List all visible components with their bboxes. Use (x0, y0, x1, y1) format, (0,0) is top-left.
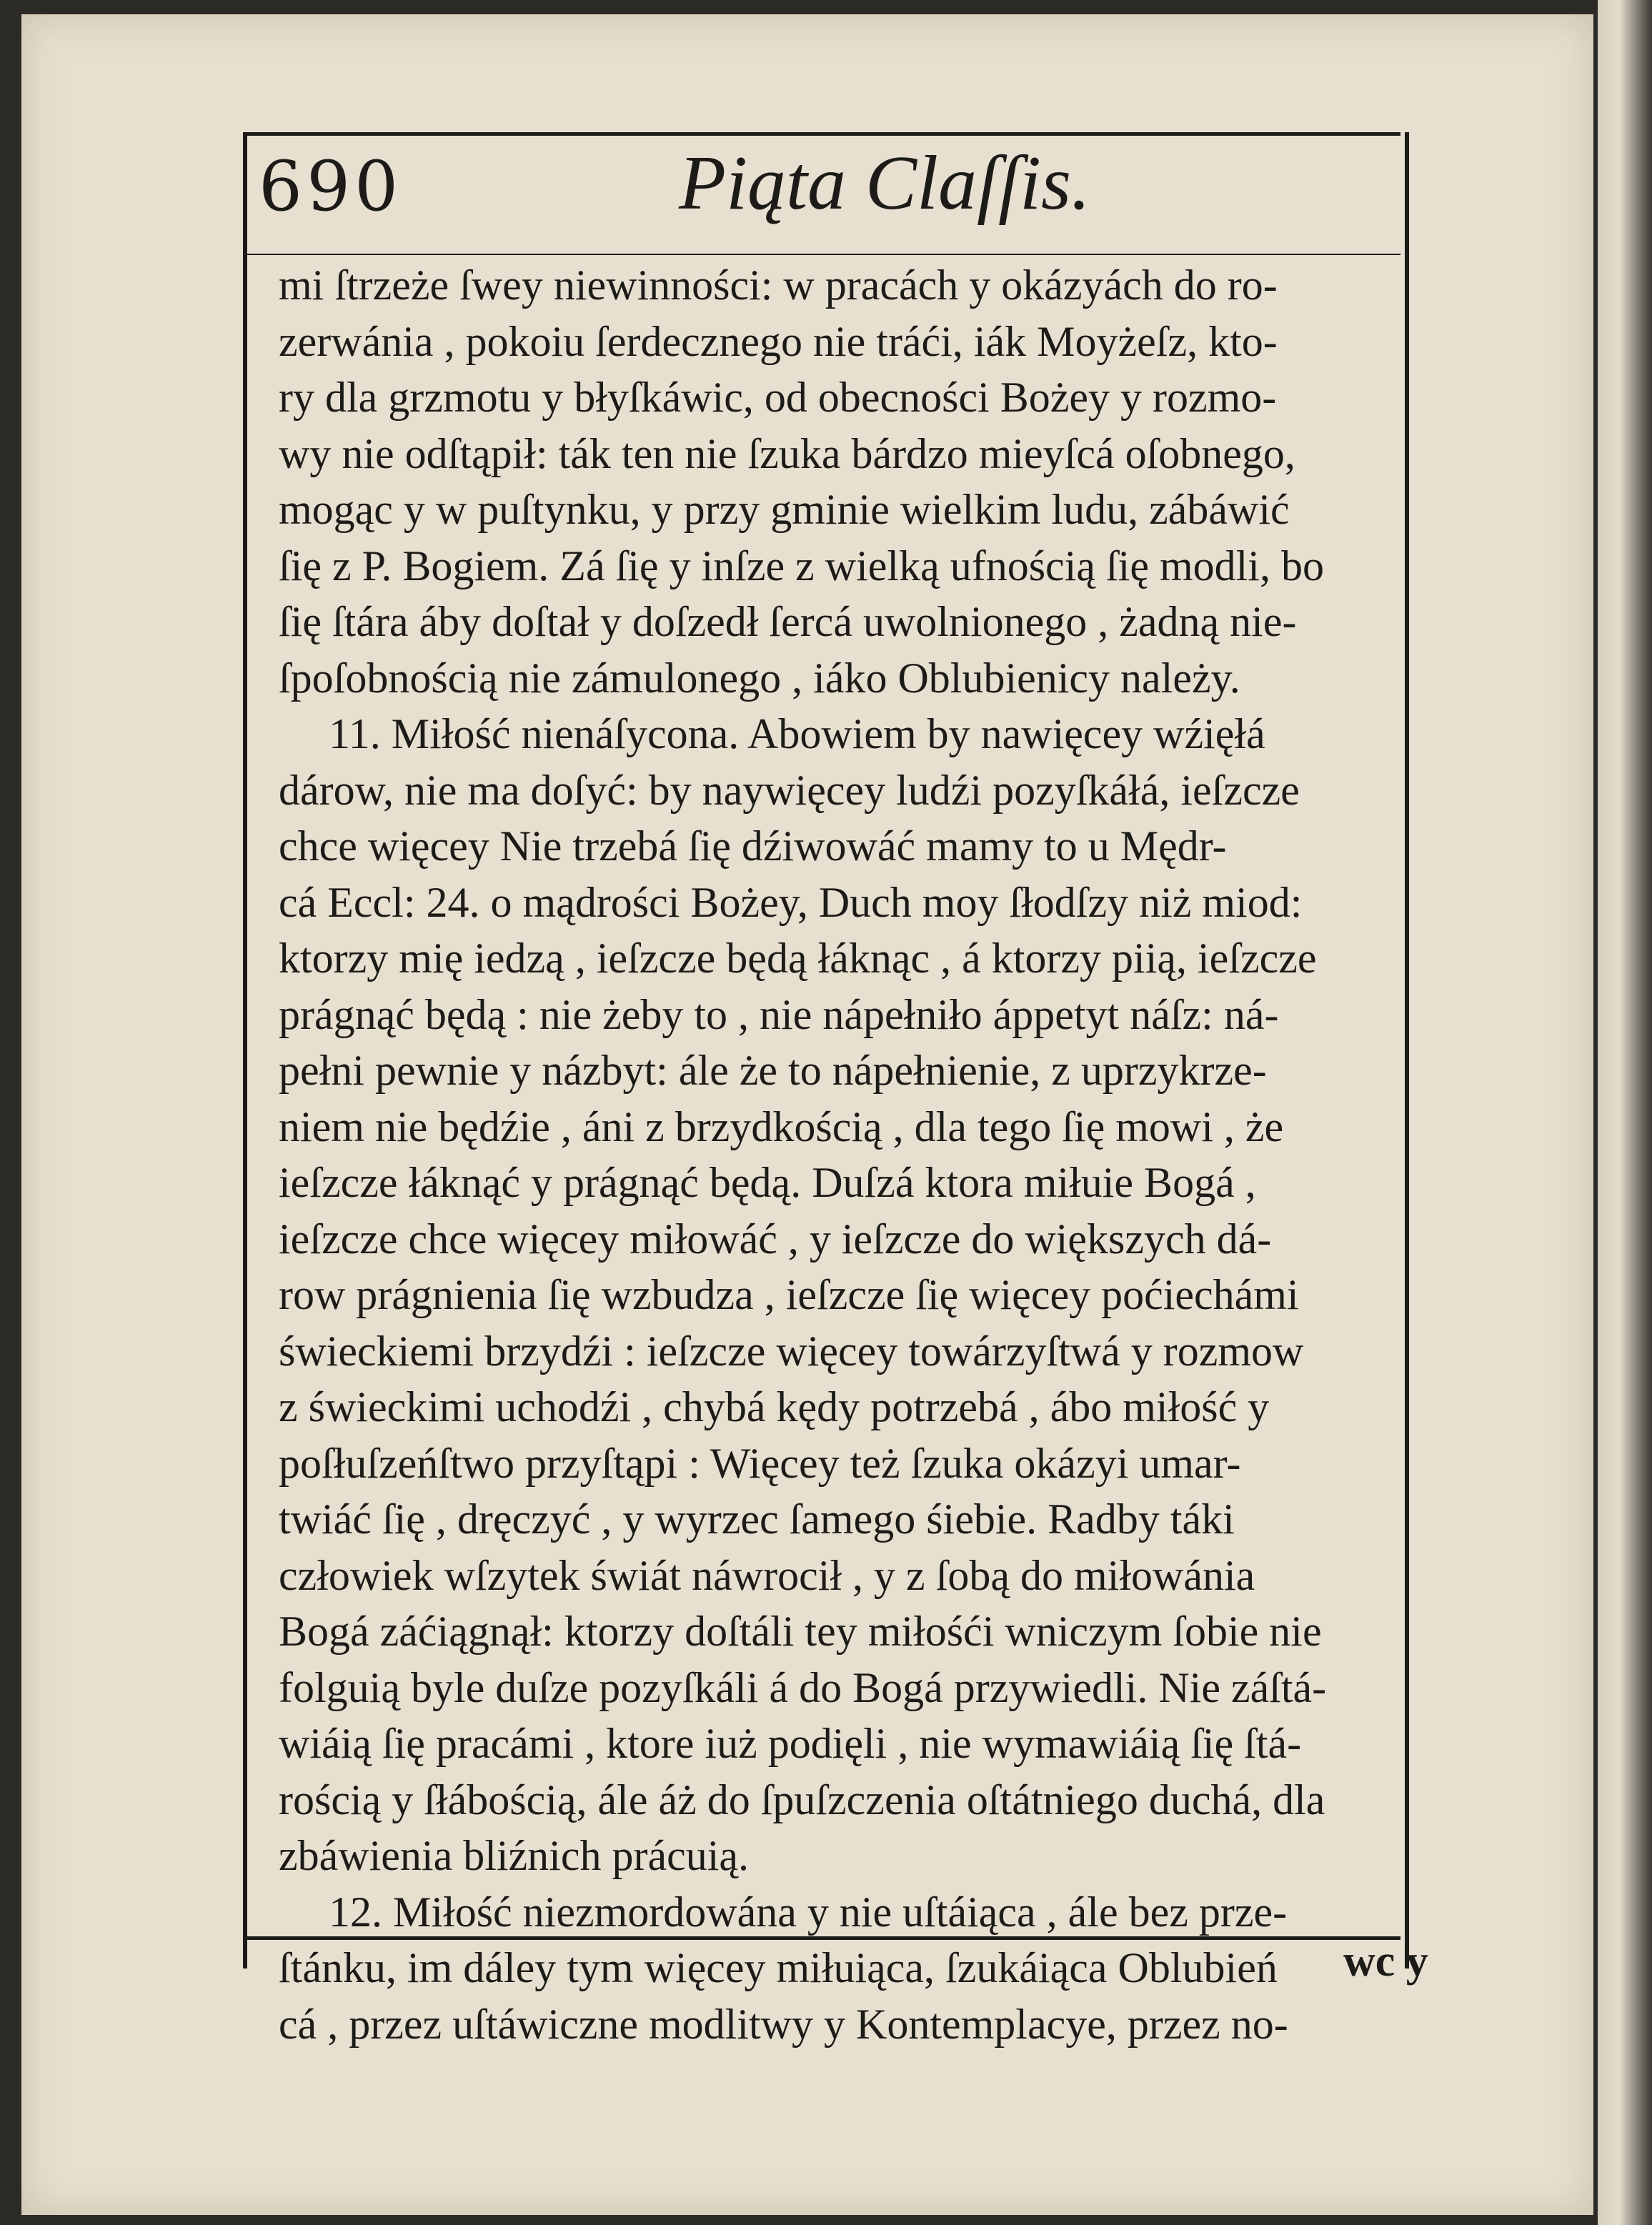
text-line: ieſzcze chce więcey miłowáć , y ieſzcze do większych dá- (279, 1215, 1272, 1263)
text-line: zbáwienia bliźnich prácuią. (279, 1832, 750, 1879)
body-text (279, 257, 1465, 2052)
text-line: wiáią ſię pracámi , ktore iuż podięli , nie wymawiáią ſię ſtá- (279, 1720, 1302, 1767)
text-line: poſłuſzeńſtwo przyſtąpi : Więcey też ſzuka okázyi umar- (279, 1439, 1241, 1487)
adjacent-page-edge (1598, 0, 1652, 2225)
text-line: prágnąć będą : nie żeby to , nie nápełniło áppetyt náſz: ná- (279, 990, 1279, 1038)
text-line: ſtánku, im dáley tym więcey miłuiąca, ſzukáiąca Oblubień (279, 1944, 1278, 1991)
text-line: ſię ſtára áby doſtał y doſzedł ſercá uwolnionego , żadną nie- (279, 598, 1297, 645)
text-line: cá , przez uſtáwiczne modlitwy y Kontemplacye, przez no- (279, 2000, 1288, 2048)
text-line: ſpoſobnością nie zámulonego , iáko Oblubienicy należy. (279, 654, 1240, 702)
text-line: niem nie będźie , áni z brzydkością , dla tego ſię mowi , że (279, 1102, 1284, 1150)
text-line: ieſzcze łáknąć y prágnąć będą. Duſzá ktora miłuie Bogá , (279, 1159, 1256, 1206)
text-line: mi ſtrzeże ſwey niewinności: w pracách y okázyách do ro- (279, 262, 1278, 309)
text-line: człowiek wſzytek świát náwrocił , y z ſobą do miłowánia (279, 1551, 1255, 1599)
text-line: z świeckimi uchodźi , chybá kędy potrzebá , ábo miłość y (279, 1383, 1270, 1430)
text-line: dárow, nie ma doſyć: by naywięcey ludźi pozyſkáłá, ieſzcze (279, 766, 1300, 814)
text-line: rością y ſłábością, ále áż do ſpuſzczenia oſtátniego duchá, dla (279, 1776, 1325, 1823)
text-line: ſię z P. Bogiem. Zá ſię y inſze z wielką ufnością ſię modli, bo (279, 542, 1324, 589)
text-line: chce więcey Nie trzebá ſię dźiwowáć mamy to u Mędr- (279, 822, 1227, 870)
text-line: row prágnienia ſię wzbudza , ieſzcze ſię więcey poćiechámi (279, 1271, 1299, 1318)
text-line: świeckiemi brzydźi : ieſzcze więcey towárzyſtwá y rozmow (279, 1327, 1304, 1375)
text-line: cá Eccl: 24. o mądrości Bożey, Duch moy ſłodſzy niż miod: (279, 878, 1303, 926)
page-number: 690 (259, 146, 403, 227)
paragraph-11-first-line: 11. Miłość nienáſycona. Abowiem by nawięcey wźięłá (329, 710, 1265, 757)
header-underline (243, 254, 1400, 255)
text-line: twiáć ſię , dręczyć , y wyrzec ſamego śiebie. Radby táki (279, 1495, 1235, 1543)
header-rule (243, 132, 1400, 136)
text-line: Bogá záćiągnął: ktorzy doſtáli tey miłośći wniczym ſobie nie (279, 1608, 1322, 1655)
text-line: ry dla grzmotu y błyſkáwic, od obecności Bożey y rozmo- (279, 374, 1277, 421)
text-line: pełni pewnie y názbyt: ále że to nápełnienie, z uprzykrze- (279, 1047, 1267, 1094)
running-head: Piąta Claſſis. (679, 141, 1091, 226)
paragraph-12-first-line: 12. Miłość niezmordowána y nie uſtáiąca , ále bez prze- (329, 1888, 1288, 1936)
text-line: ktorzy mię iedzą , ieſzcze będą łáknąc , á ktorzy piią, ieſzcze (279, 935, 1317, 982)
text-line: mogąc y w puſtynku, y przy gminie wielkim ludu, zábáwić (279, 486, 1290, 533)
text-line: wy nie odſtąpił: ták ten nie ſzuka bárdzo mieyſcá oſobnego, (279, 429, 1295, 477)
text-line: zerwánia , pokoiu ſerdecznego nie tráći, iák Moyżeſz, kto- (279, 317, 1278, 365)
text-line: folguią byle duſze pozyſkáli á do Bogá przywiedli. Nie záſtá- (279, 1663, 1327, 1711)
catchword: wc y (1343, 1937, 1428, 1986)
